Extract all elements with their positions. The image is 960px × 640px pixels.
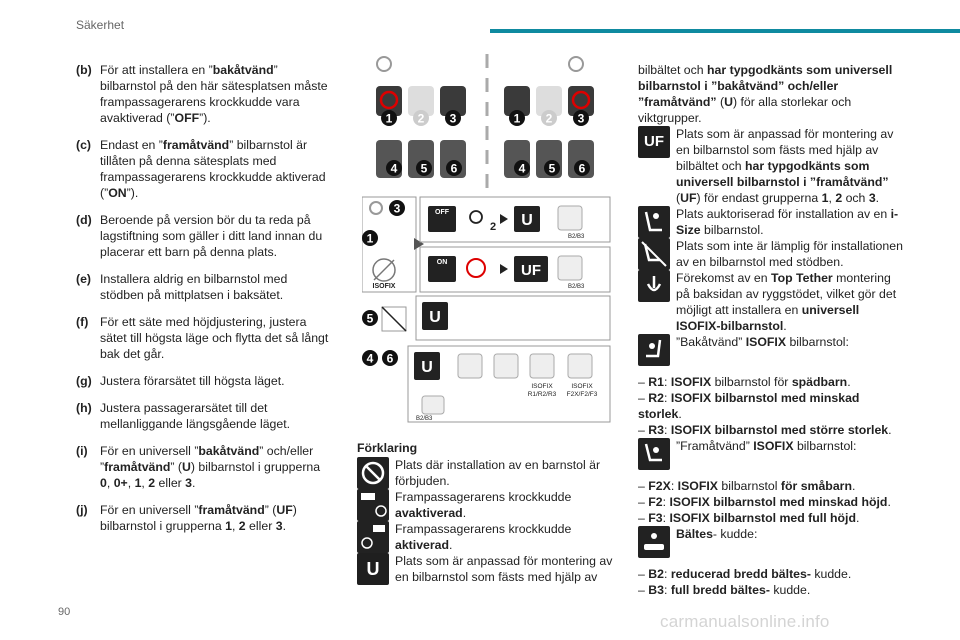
legend-item: Frampassagerarens krockkudde avaktiverad. bbox=[357, 489, 615, 521]
rear-outer-section bbox=[362, 346, 610, 422]
legend-item: UF Plats som är anpassad för montering av en bilbarnstol som fästs med hjälp av bilbältet och har typgodkänts som universell bilbarnstol i ”framåtvänd” (UF) för endast grupperna 1, 2 och 3. bbox=[638, 126, 906, 206]
r2-line: – R2: ISOFIX bilbarnstol med minskad storlek. bbox=[638, 391, 860, 421]
svg-text:U: U bbox=[521, 212, 533, 229]
notes-column bbox=[76, 62, 330, 545]
svg-text:B2/B3: B2/B3 bbox=[416, 416, 433, 422]
legend-item: U Plats som är anpassad för montering av en bilbarnstol som fästs med hjälp av bbox=[357, 553, 615, 585]
steering-wheel-icon bbox=[377, 57, 391, 71]
r1-line: – R1: ISOFIX bilbarnstol för spädbarn. bbox=[638, 375, 851, 389]
seat-number: 6 bbox=[450, 161, 458, 176]
note-item: (h) Justera passagerarsätet till det mellanliggande längsgående läget. bbox=[76, 401, 291, 431]
seat-number: 4 bbox=[518, 161, 526, 176]
car-layout-left bbox=[376, 57, 466, 178]
prohibited-icon bbox=[357, 457, 389, 489]
b3-line: – B3: full bredd bältes- kudde. bbox=[638, 583, 811, 597]
note-label: (f) bbox=[76, 315, 89, 329]
i-size-seat-icon bbox=[458, 354, 482, 378]
seat-number: 6 bbox=[578, 161, 586, 176]
universal-uf-icon: UF bbox=[638, 126, 670, 158]
svg-text:B2/B3: B2/B3 bbox=[568, 284, 585, 290]
no-airbag-icon bbox=[470, 211, 482, 223]
legend-item: Plats där installation av en barnstol är förbjuden. bbox=[357, 457, 615, 489]
legend-item: Plats auktoriserad för installation av en i-Size bilbarnstol. bbox=[638, 206, 906, 238]
svg-text:OFF: OFF bbox=[435, 209, 449, 216]
svg-text:ISOFIX: ISOFIX bbox=[571, 383, 593, 390]
svg-text:F2X/F2/F3: F2X/F2/F3 bbox=[566, 391, 598, 398]
airbag-off-icon bbox=[357, 489, 389, 521]
r3-line: – R3: ISOFIX bilbarnstol med större storlek. bbox=[638, 423, 892, 437]
seat-number: 5 bbox=[548, 161, 556, 176]
f3-line: – F3: ISOFIX bilbarnstol med full höjd. bbox=[638, 511, 860, 525]
note-item: (f) För ett säte med höjdjustering, justera sätet till högsta läge och flytta det så långt bak det går. bbox=[76, 315, 329, 361]
note-label: (g) bbox=[76, 374, 92, 388]
booster-seat-icon bbox=[422, 396, 444, 414]
isofix-forward-facing-icon bbox=[638, 438, 670, 470]
seat-diagram bbox=[362, 52, 612, 430]
legend-item: ”Bakåtvänd” ISOFIX bilbarnstol: bbox=[638, 334, 906, 366]
note-item: (j) För en universell ”framåtvänd” (UF) bilbarnstol i grupperna 1, 2 eller 3. bbox=[76, 503, 297, 533]
arrow-icon bbox=[500, 264, 508, 274]
legend-item: Frampassagerarens krockkudde aktiverad. bbox=[357, 521, 615, 553]
note-label: (c) bbox=[76, 138, 92, 152]
top-tether-icon bbox=[494, 354, 518, 378]
arrow-icon bbox=[414, 238, 424, 250]
note-label: (h) bbox=[76, 401, 92, 415]
note-label: (b) bbox=[76, 63, 92, 77]
note-label: (e) bbox=[76, 272, 92, 286]
no-support-leg-icon bbox=[638, 238, 670, 270]
seat-number: 2 bbox=[545, 111, 553, 126]
seat-number: 3 bbox=[449, 111, 457, 126]
note-item: (c) Endast en ”framåtvänd” bilbarnstol är tillåten på denna sätesplats med frampassagerarens krockkudde aktiverad (”ON”). bbox=[76, 138, 326, 200]
page-number: 90 bbox=[58, 606, 71, 618]
svg-text:ISOFIX: ISOFIX bbox=[531, 383, 553, 390]
note-item: (i) För en universell ”bakåtvänd” och/eller ”framåtvänd” (U) bilbarnstol i grupperna 0, 0+, 1, 2 eller 3. bbox=[76, 444, 321, 490]
svg-text:R1/R2/R3: R1/R2/R3 bbox=[527, 391, 557, 398]
seat-number: 6 bbox=[386, 351, 394, 366]
seat-number: 1 bbox=[366, 231, 374, 246]
isofix-label: ISOFIX bbox=[372, 283, 396, 290]
isofix-forward-facing-icon bbox=[568, 354, 592, 378]
universal-u-icon: U bbox=[357, 553, 389, 585]
watermark: carmanualsonline.info bbox=[660, 612, 830, 631]
f2-line: – F2: ISOFIX bilbarnstol med minskad höjd. bbox=[638, 495, 891, 509]
steering-wheel-icon bbox=[569, 57, 583, 71]
universal-u-text: bilbältet och har typgodkänts som universell bilbarnstol i ”bakåtvänd” och/eller ”framåtvänd” (U) för alla storlekar och viktgrupper. bbox=[638, 63, 893, 125]
booster-cushion-icon bbox=[638, 526, 670, 558]
svg-text:B2/B3: B2/B3 bbox=[568, 234, 585, 240]
svg-text:ON: ON bbox=[436, 259, 448, 266]
note-item: (e) Installera aldrig en bilbarnstol med stödben på mittplatsen i baksätet. bbox=[76, 272, 288, 302]
legend-item: Plats som inte är lämplig för installationen av en bilbarnstol med stödben. bbox=[638, 238, 906, 270]
seat-number: 2 bbox=[417, 111, 425, 126]
seat-number: 3 bbox=[393, 201, 401, 216]
note-item: (g) Justera förarsätet till högsta läget. bbox=[76, 374, 285, 388]
seat-number: 1 bbox=[385, 111, 393, 126]
page-header-title: Säkerhet bbox=[76, 18, 125, 32]
steering-wheel-icon bbox=[370, 202, 382, 214]
seat-number: 5 bbox=[366, 311, 374, 326]
note-label: (i) bbox=[76, 444, 88, 458]
seat-number: 5 bbox=[420, 161, 428, 176]
prohibited-rear-facing-icon bbox=[467, 259, 485, 277]
legend-continued-column bbox=[638, 62, 906, 598]
svg-text:2: 2 bbox=[490, 221, 497, 233]
front-seat-section bbox=[362, 197, 610, 292]
isofix-rear-facing-icon bbox=[638, 334, 670, 366]
header-accent-bar bbox=[490, 29, 960, 33]
legend-item: Förekomst av en Top Tether montering på baksidan av ryggstödet, vilket gör det möjligt att installera en universell ISOFIX-bilbarnstol. bbox=[638, 270, 906, 334]
isofix-rear-facing-icon bbox=[530, 354, 554, 378]
car-layout-right bbox=[504, 57, 594, 178]
legend-item: ”Framåtvänd” ISOFIX bilbarnstol: bbox=[638, 438, 906, 470]
legend-title: Förklaring bbox=[357, 441, 418, 455]
legend-item: Bältes- kudde: bbox=[638, 526, 906, 558]
legend bbox=[357, 440, 615, 585]
b2-line: – B2: reducerad bredd bältes- kudde. bbox=[638, 567, 852, 581]
seat-number: 3 bbox=[577, 111, 585, 126]
seat-number: 1 bbox=[513, 111, 521, 126]
booster-seat-icon bbox=[558, 256, 582, 280]
top-tether-icon bbox=[638, 270, 670, 302]
arrow-icon bbox=[500, 214, 508, 224]
i-size-seat-icon bbox=[638, 206, 670, 238]
note-item: (b) För att installera en ”bakåtvänd” bilbarnstol på den här sätesplatsen måste frampassagerarens krockkudde vara avaktiverad (”OFF”). bbox=[76, 63, 328, 125]
seat-number: 4 bbox=[390, 161, 398, 176]
f2x-line: – F2X: ISOFIX bilbarnstol för småbarn. bbox=[638, 479, 856, 493]
rear-center-section bbox=[362, 296, 610, 340]
svg-text:U: U bbox=[429, 309, 441, 326]
svg-text:U: U bbox=[421, 359, 433, 376]
airbag-on-icon bbox=[357, 521, 389, 553]
svg-text:UF: UF bbox=[521, 262, 541, 279]
booster-seat-icon bbox=[558, 206, 582, 230]
note-label: (j) bbox=[76, 503, 88, 517]
seat-number: 4 bbox=[366, 351, 374, 366]
note-label: (d) bbox=[76, 213, 92, 227]
note-item: (d) Beroende på version bör du ta reda på lagstiftning som gäller i ditt land innan du placerar ett barn på denna plats. bbox=[76, 213, 323, 259]
